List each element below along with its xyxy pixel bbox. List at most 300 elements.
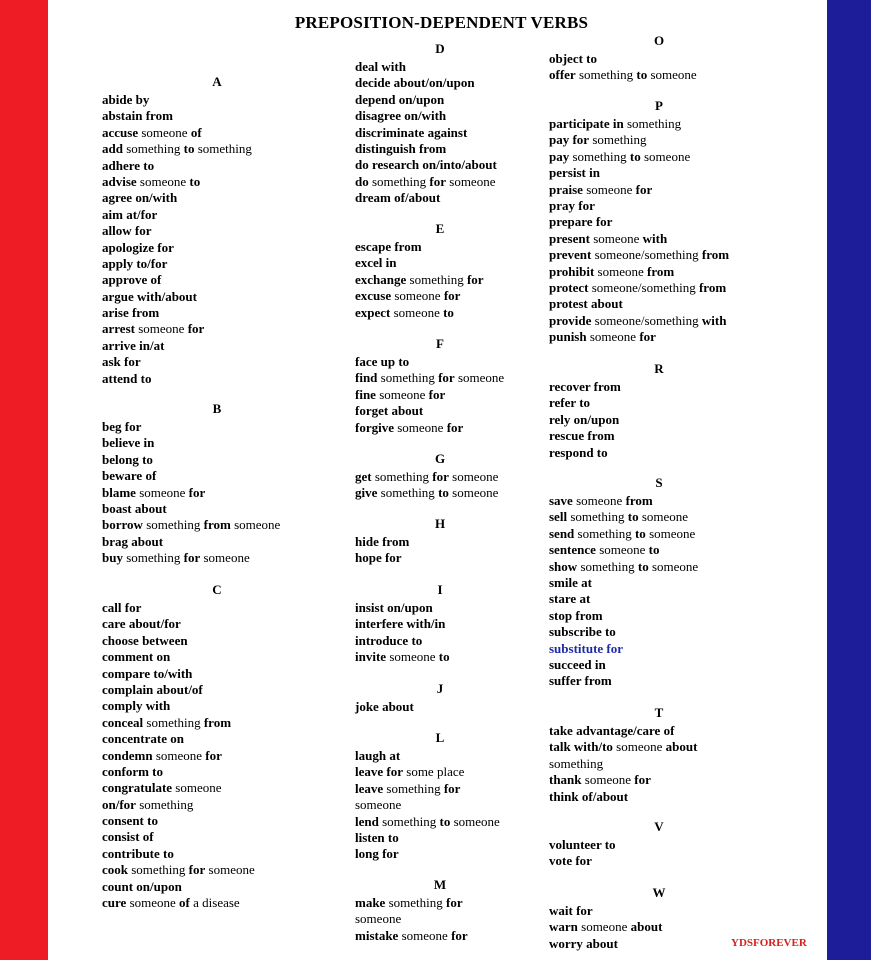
- verb-entry: [355, 797, 525, 813]
- verb-text: advise: [102, 173, 137, 189]
- object-text: someone: [595, 542, 649, 558]
- verb-entry: [102, 321, 332, 337]
- verb-text: sell: [549, 509, 568, 525]
- object-text: someone: [391, 288, 444, 304]
- object-text: some place: [403, 764, 465, 780]
- object-text: something: [589, 132, 647, 148]
- verb-text: to: [189, 173, 201, 189]
- verb-entry: [102, 862, 332, 878]
- verb-text: distinguish from: [355, 140, 447, 156]
- verb-entry: [355, 928, 525, 944]
- object-text: someone: [647, 67, 697, 83]
- verb-entry: [102, 698, 332, 714]
- verb-entry: [549, 903, 769, 919]
- section-letter: C: [212, 582, 222, 597]
- verb-text: excel in: [355, 255, 397, 271]
- verb-entry: [102, 338, 332, 354]
- verb-text: concentrate on: [102, 731, 184, 747]
- verb-text: call for: [102, 600, 142, 615]
- verb-entry: [549, 379, 769, 395]
- verb-entry: [549, 445, 769, 461]
- verb-text: laugh at: [355, 748, 401, 763]
- object-text: something: [569, 148, 630, 164]
- object-text: someone: [126, 895, 180, 911]
- verb-entry: [549, 296, 769, 312]
- verb-text: apologize for: [102, 239, 174, 255]
- object-text: someone: [582, 181, 636, 197]
- verb-text: arrest: [102, 321, 135, 337]
- verb-text: discriminate against: [355, 124, 468, 140]
- verb-entry: [355, 92, 525, 108]
- object-text: someone: [375, 386, 429, 402]
- verb-text: abide by: [102, 92, 150, 107]
- verb-entry: [355, 550, 525, 566]
- section-letter: G: [434, 451, 446, 466]
- verb-entry: [102, 354, 332, 370]
- verb-entry: [355, 190, 525, 206]
- verb-entry: [549, 428, 769, 444]
- verb-entry: [102, 666, 332, 682]
- verb-text: to: [648, 542, 660, 558]
- verb-entry: [355, 485, 525, 501]
- section-o: [549, 33, 769, 84]
- verb-text: offer: [549, 67, 576, 83]
- verb-entry: [549, 264, 769, 280]
- object-text: someone: [594, 263, 647, 279]
- verb-entry: [102, 764, 332, 780]
- verb-text: for: [446, 419, 464, 435]
- verb-text: on/for: [102, 796, 136, 812]
- verb-entry: [102, 223, 332, 239]
- verb-text: with: [642, 230, 668, 246]
- verb-entry: [355, 387, 525, 403]
- verb-entry: [549, 657, 769, 673]
- verb-entry: [355, 305, 525, 321]
- object-text: someone/something: [591, 312, 702, 328]
- verb-text: count on/upon: [102, 878, 182, 894]
- section-t: [549, 705, 769, 805]
- verb-text: listen to: [355, 829, 399, 845]
- section-letter: T: [654, 705, 664, 720]
- verb-text: cure: [102, 895, 127, 911]
- verb-text: condemn: [102, 747, 153, 763]
- object-text: something: [385, 895, 447, 910]
- section-j: [355, 681, 525, 715]
- verb-text: believe in: [102, 435, 155, 451]
- section-letter: M: [433, 877, 447, 892]
- section-letter: P: [655, 98, 663, 113]
- verb-text: care about/for: [102, 616, 181, 632]
- verb-entry: [102, 141, 332, 157]
- section-h: [355, 516, 525, 567]
- verb-text: for: [639, 329, 656, 345]
- object-text: someone: [134, 321, 188, 337]
- object-text: something: [574, 525, 635, 541]
- object-text: someone: [577, 919, 631, 935]
- verb-text: for: [188, 484, 206, 500]
- verb-entry: [102, 748, 332, 764]
- verb-text: do research on/into/about: [355, 157, 497, 173]
- object-text: something: [377, 370, 439, 386]
- verb-entry: [102, 797, 332, 813]
- object-text: someone: [448, 485, 499, 501]
- object-text: someone: [398, 927, 452, 943]
- verb-text: from: [203, 714, 232, 730]
- verb-text: for: [443, 780, 461, 796]
- verb-text: find: [355, 370, 378, 386]
- object-text: someone: [638, 509, 689, 525]
- verb-entry: [549, 542, 769, 558]
- object-text: someone: [355, 911, 402, 927]
- verb-text: beware of: [102, 468, 157, 484]
- verb-text: cook: [102, 862, 128, 878]
- verb-text: of: [190, 124, 202, 140]
- object-text: someone: [612, 739, 666, 755]
- verb-entry: [355, 354, 525, 370]
- verb-text: lend: [355, 813, 379, 829]
- object-text: someone: [446, 173, 496, 189]
- section-p: [549, 98, 769, 345]
- verb-text: escape from: [355, 239, 422, 254]
- verb-text: abstain from: [102, 108, 173, 124]
- verb-entry: [102, 485, 332, 501]
- object-text: someone: [589, 230, 643, 246]
- verb-text: respond to: [549, 444, 608, 460]
- verb-text: pray for: [549, 197, 595, 213]
- verb-entry: [102, 452, 332, 468]
- verb-entry: [549, 67, 769, 83]
- watermark: YDSFOREVER: [731, 937, 807, 949]
- verb-entry: [355, 764, 525, 780]
- section-b: [102, 401, 332, 567]
- verb-entry: [355, 911, 525, 927]
- verb-text: conceal: [102, 714, 144, 730]
- verb-entry: [355, 616, 525, 632]
- verb-text: send: [549, 525, 575, 541]
- object-text: something: [383, 780, 444, 796]
- verb-entry: [102, 92, 332, 108]
- verb-entry: [102, 158, 332, 174]
- verb-entry: [549, 165, 769, 181]
- verb-text: vote for: [549, 853, 592, 869]
- verb-text: hope for: [355, 550, 402, 566]
- verb-entry: [355, 108, 525, 124]
- verb-text: deal with: [355, 59, 406, 74]
- section-c: [102, 582, 332, 911]
- verb-text: talk with/to: [549, 739, 613, 755]
- object-text: something: [406, 271, 467, 287]
- object-text: a disease: [189, 895, 240, 911]
- verb-text: get: [355, 469, 372, 484]
- verb-text: for: [183, 550, 201, 566]
- verb-text: to: [439, 813, 451, 829]
- verb-entry: [355, 59, 525, 75]
- object-text: someone: [645, 525, 696, 541]
- verb-text: from: [701, 247, 730, 263]
- object-text: something: [377, 485, 439, 501]
- verb-entry: [102, 468, 332, 484]
- object-text: someone: [390, 304, 444, 320]
- verb-entry: [102, 305, 332, 321]
- verb-text: choose between: [102, 632, 188, 648]
- verb-text: depend on/upon: [355, 91, 445, 107]
- section-f: [355, 336, 525, 436]
- object-text: someone: [230, 517, 281, 533]
- verb-entry: [102, 649, 332, 665]
- verb-text: disagree on/with: [355, 108, 447, 124]
- verb-text: to: [443, 304, 454, 320]
- verb-text: joke about: [355, 699, 414, 714]
- object-text: someone: [450, 813, 500, 829]
- verb-text: save: [549, 493, 573, 508]
- section-letter: S: [655, 475, 663, 490]
- section-d: [355, 41, 525, 207]
- verb-text: approve of: [102, 272, 162, 288]
- verb-entry: [549, 395, 769, 411]
- verb-text: warn: [549, 919, 578, 935]
- section-v: [549, 819, 769, 870]
- verb-entry: [549, 214, 769, 230]
- object-text: something: [549, 755, 604, 771]
- verb-text: accuse: [102, 124, 139, 140]
- verb-text: succeed in: [549, 656, 606, 672]
- object-text: someone/something: [591, 247, 702, 263]
- verb-entry: [102, 534, 332, 550]
- section-m: [355, 877, 525, 944]
- verb-entry: [549, 641, 769, 657]
- verb-entry: [355, 125, 525, 141]
- verb-text: adhere to: [102, 157, 155, 173]
- verb-entry: [549, 837, 769, 853]
- verb-entry: [549, 673, 769, 689]
- verb-text: long for: [355, 846, 399, 862]
- verb-entry: [102, 616, 332, 632]
- verb-entry: [549, 116, 769, 132]
- verb-text: comment on: [102, 649, 171, 665]
- verb-entry: [355, 895, 525, 911]
- verb-entry: [355, 255, 525, 271]
- verb-text: for: [466, 271, 484, 287]
- verb-entry: [355, 600, 525, 616]
- verb-entry: [102, 256, 332, 272]
- verb-text: arrive in/at: [102, 337, 165, 353]
- verb-entry: [549, 493, 769, 509]
- verb-text: prohibit: [549, 263, 595, 279]
- verb-text: consist of: [102, 829, 154, 845]
- verb-entry: [102, 813, 332, 829]
- verb-entry: [355, 649, 525, 665]
- verb-text: to: [438, 485, 449, 501]
- verb-entry: [102, 550, 332, 566]
- verb-text: for: [188, 862, 206, 878]
- verb-text: for: [438, 370, 455, 386]
- verb-entry: [102, 108, 332, 124]
- verb-text: from: [647, 263, 675, 279]
- verb-text: introduce to: [355, 632, 423, 648]
- verb-entry: [102, 731, 332, 747]
- object-text: something: [194, 141, 252, 157]
- verb-entry: [102, 633, 332, 649]
- verb-entry: [102, 125, 332, 141]
- verb-entry: [102, 682, 332, 698]
- verb-entry: [549, 789, 769, 805]
- verb-entry: [355, 141, 525, 157]
- verb-text: to: [438, 649, 450, 665]
- verb-text: for: [443, 288, 461, 304]
- verb-entry: [549, 198, 769, 214]
- verb-text: prevent: [549, 247, 592, 263]
- object-text: something: [368, 173, 430, 189]
- verb-text: give: [355, 485, 378, 501]
- verb-text: for: [451, 927, 468, 943]
- verb-text: congratulate: [102, 780, 173, 796]
- section-letter: J: [436, 681, 444, 696]
- verb-entry: [102, 207, 332, 223]
- verb-text: argue with/about: [102, 288, 197, 304]
- verb-text: recover from: [549, 379, 621, 394]
- page-title: PREPOSITION-DEPENDENT VERBS: [294, 13, 589, 32]
- section-l: [355, 730, 525, 863]
- left-red-stripe: [0, 0, 48, 960]
- verb-text: stare at: [549, 591, 591, 607]
- verb-entry: [355, 699, 525, 715]
- verb-entry: [355, 75, 525, 91]
- object-text: someone: [640, 148, 691, 164]
- verb-entry: [102, 501, 332, 517]
- verb-text: forgive: [355, 419, 394, 435]
- verb-text: do: [355, 173, 369, 189]
- verb-entry: [549, 853, 769, 869]
- verb-entry: [102, 435, 332, 451]
- verb-text: brag about: [102, 533, 164, 549]
- verb-entry: [102, 879, 332, 895]
- verb-entry: [355, 633, 525, 649]
- verb-text: to: [634, 525, 646, 541]
- verb-text: to: [629, 148, 641, 164]
- verb-entry: [355, 846, 525, 862]
- verb-text: for: [432, 469, 449, 484]
- object-text: someone: [448, 469, 499, 484]
- section-letter: D: [435, 41, 445, 56]
- verb-text: comply with: [102, 698, 171, 714]
- object-text: someone: [586, 329, 640, 345]
- verb-text: allow for: [102, 223, 152, 239]
- verb-entry: [102, 780, 332, 796]
- verb-text: to: [627, 509, 639, 525]
- verb-text: prepare for: [549, 214, 613, 230]
- verb-entry: [102, 600, 332, 616]
- verb-entry: [102, 715, 332, 731]
- verb-entry: [102, 289, 332, 305]
- verb-text: interfere with/in: [355, 616, 446, 632]
- verb-text: ask for: [102, 354, 141, 370]
- verb-entry: [102, 190, 332, 206]
- verb-text: rely on/upon: [549, 411, 620, 427]
- verb-text: beg for: [102, 419, 142, 434]
- verb-text: for: [446, 895, 463, 910]
- verb-text: buy: [102, 550, 123, 566]
- verb-text: to: [637, 558, 649, 574]
- verb-text: forget about: [355, 403, 424, 419]
- verb-entry: [549, 329, 769, 345]
- object-text: something: [143, 714, 204, 730]
- verb-text: mistake: [355, 927, 399, 943]
- verb-entry: [355, 748, 525, 764]
- verb-entry: [355, 420, 525, 436]
- verb-text: wait for: [549, 903, 593, 918]
- verb-text: smile at: [549, 574, 592, 590]
- verb-text: make: [355, 895, 386, 910]
- verb-text: from: [203, 517, 231, 533]
- verb-entry: [355, 239, 525, 255]
- verb-entry: [549, 772, 769, 788]
- object-text: someone: [355, 797, 402, 813]
- object-text: someone: [572, 493, 626, 508]
- section-e: [355, 221, 525, 321]
- verb-entry: [549, 526, 769, 542]
- verb-entry: [549, 624, 769, 640]
- verb-text: punish: [549, 329, 587, 345]
- verb-entry: [102, 829, 332, 845]
- verb-entry: [102, 272, 332, 288]
- section-r: [549, 361, 769, 461]
- section-letter: A: [212, 74, 222, 89]
- verb-text: attend to: [102, 370, 152, 386]
- object-text: someone: [172, 780, 222, 796]
- verb-text: for: [205, 747, 222, 763]
- object-text: something: [378, 813, 440, 829]
- verb-text: apply to/for: [102, 255, 168, 271]
- verb-text: arise from: [102, 305, 160, 321]
- object-text: someone: [454, 370, 505, 386]
- verb-text: expect: [355, 304, 391, 320]
- verb-text: protest about: [549, 296, 623, 312]
- verb-text: consent to: [102, 813, 158, 829]
- section-letter: R: [654, 361, 664, 376]
- verb-entry: [549, 559, 769, 575]
- object-text: something: [371, 469, 433, 484]
- object-text: someone: [205, 862, 255, 878]
- verb-text: from: [698, 279, 727, 295]
- verb-text: substitute for: [549, 640, 624, 656]
- verb-text: contribute to: [102, 845, 174, 861]
- right-blue-stripe: [827, 0, 871, 960]
- object-text: something: [142, 517, 204, 533]
- verb-entry: [549, 132, 769, 148]
- verb-text: agree on/with: [102, 190, 178, 206]
- verb-text: rescue from: [549, 428, 615, 444]
- verb-text: stop from: [549, 607, 603, 623]
- verb-text: of: [179, 895, 190, 911]
- verb-entry: [102, 174, 332, 190]
- section-letter: O: [653, 33, 665, 48]
- verb-text: hide from: [355, 534, 410, 549]
- verb-text: fine: [355, 386, 376, 402]
- object-text: someone: [581, 772, 635, 788]
- verb-entry: [549, 591, 769, 607]
- verb-text: show: [549, 558, 578, 574]
- verb-entry: [549, 412, 769, 428]
- verb-text: complain about/of: [102, 681, 203, 697]
- section-a: [102, 74, 332, 387]
- verb-entry: [102, 895, 332, 911]
- verb-text: praise: [549, 181, 583, 197]
- verb-entry: [102, 846, 332, 862]
- verb-text: face up to: [355, 354, 410, 369]
- verb-text: to: [636, 67, 648, 83]
- object-text: someone: [648, 558, 699, 574]
- verb-entry: [102, 517, 332, 533]
